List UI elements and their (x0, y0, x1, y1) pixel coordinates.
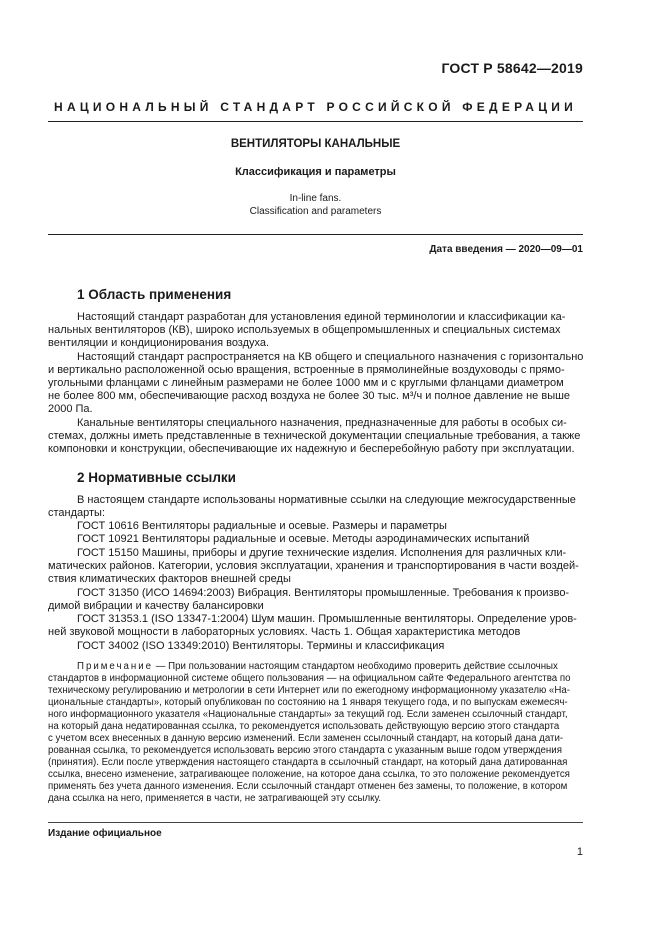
reference-line: ней звуковой мощности в лабораторных условиях. Часть 1. Общая характеристика методов (48, 626, 521, 638)
national-standard-banner: НАЦИОНАЛЬНЫЙ СТАНДАРТ РОССИЙСКОЙ ФЕДЕРАЦИИ (54, 100, 577, 114)
body-line: не более 800 мм, обеспечивающие расход воздуха не более 30 тыс. м³/ч и полное давление не выше (48, 390, 571, 402)
body-line: и вертикально расположенной осью вращения, встроенные в прямолинейные воздуховоды с прямо- (48, 364, 565, 376)
body-line: Канальные вентиляторы специального назначения, предназначенные для работы в особых си- (77, 417, 567, 429)
english-title-line2: Classification and parameters (249, 206, 382, 217)
title-divider (48, 234, 583, 235)
body-line: стандарты: (48, 507, 106, 519)
footer-divider (48, 822, 583, 823)
note-line: рованная ссылка, то рекомендуется использовать версию этого стандарта с указанным выше годом утверждения (48, 745, 562, 756)
reference-line: ГОСТ 31350 (ИСО 14694:2003) Вибрация. Вентиляторы промышленные. Требования к произво- (77, 587, 570, 599)
section-1-heading: 1 Область применения (77, 287, 232, 302)
page-number: 1 (576, 846, 583, 858)
introduction-date: Дата введения — 2020—09—01 (429, 244, 583, 255)
body-line: стемах, должны иметь представленные в технической документации специальные требования, а также (48, 430, 581, 442)
body-line: Настоящий стандарт разработан для установления единой терминологии и классификации ка- (77, 311, 566, 323)
reference-line: ствия климатических факторов внешней среды (48, 573, 291, 585)
english-title-line1: In-line fans. (289, 193, 342, 204)
note-first-line (77, 661, 558, 672)
note-line: ссылка, внесено изменение, затрагивающее положение, на которое дана ссылка, то это положение рекомендуется (48, 769, 570, 780)
note-line: циональные стандарты», который опубликован по состоянию на 1 января текущего года, и по выпускам ежемесяч- (48, 697, 568, 708)
body-line: вентиляции и кондиционирования воздуха. (48, 337, 270, 349)
reference-line: ГОСТ 10616 Вентиляторы радиальные и осевые. Размеры и параметры (77, 520, 447, 532)
section-2-heading: 2 Нормативные ссылки (77, 470, 236, 485)
reference-line: димой вибрации и качеству балансировки (48, 600, 264, 612)
note-line: дана ссылка на него, применяется в части, не затрагивающей эту ссылку. (48, 793, 382, 804)
body-line: 2000 Па. (48, 403, 93, 415)
top-divider (48, 121, 583, 122)
note-line: ного информационного указателя «Национальные стандарты» за текущий год. Если заменен ссылочный стандарт, (48, 709, 568, 720)
note-line: (принятия). Если после утверждения настоящего стандарта в ссылочный стандарт, на который дана датированная (48, 757, 568, 768)
reference-line: матических районов. Категории, условия эксплуатации, хранения и транспортирования в части воздей- (48, 560, 579, 572)
body-line: компоновки и конструкции, обеспечивающие их надежную и бесперебойную работу при эксплуатации. (48, 443, 575, 455)
note-line: на который дана недатированная ссылка, то рекомендуется использовать действующую версию этого стандарта (48, 721, 560, 732)
body-line: нальных вентиляторов (КВ), широко используемых в общепромышленных и специальных системах (48, 324, 561, 336)
note-line: применять без учета данного изменения. Если ссылочный стандарт отменен без замены, то положение, в котором (48, 781, 568, 792)
reference-line: ГОСТ 10921 Вентиляторы радиальные и осевые. Методы аэродинамических испытаний (77, 533, 530, 545)
reference-line: ГОСТ 15150 Машины, приборы и другие технические изделия. Исполнения для различных кли- (77, 547, 567, 559)
body-line: угольными фланцами с линейным размерами не более 1000 мм и с круглыми фланцами диаметром (48, 377, 564, 389)
note-line: техническому регулированию и метрологии в сети Интернет или по ежегодному информационному указателю «На- (48, 685, 570, 696)
gost-number: ГОСТ Р 58642—2019 (441, 60, 583, 76)
reference-line: ГОСТ 31353.1 (ISO 13347-1:2004) Шум машин. Промышленные вентиляторы. Определение уров- (77, 613, 577, 625)
note-line: стандартов в информационной системе общего пользования — на официальном сайте Федерального агентства по (48, 673, 571, 684)
official-edition-label: Издание официальное (48, 828, 162, 839)
note-line: — При пользовании настоящим стандартом необходимо проверить действие ссылочных (153, 661, 558, 672)
reference-line: ГОСТ 34002 (ISO 13349:2010) Вентиляторы. Термины и классификация (77, 640, 445, 652)
note-line: с учетом всех внесенных в данную версию изменений. Если заменен ссылочный стандарт, на который дана дати- (48, 733, 564, 744)
document-title: ВЕНТИЛЯТОРЫ КАНАЛЬНЫЕ (230, 138, 401, 150)
body-line: Настоящий стандарт распространяется на КВ общего и специального назначения с горизонтально (77, 351, 584, 363)
document-subtitle: Классификация и параметры (235, 166, 396, 178)
body-line: В настоящем стандарте использованы нормативные ссылки на следующие межгосударственные (77, 494, 576, 506)
note-label: Примечание (77, 661, 154, 672)
